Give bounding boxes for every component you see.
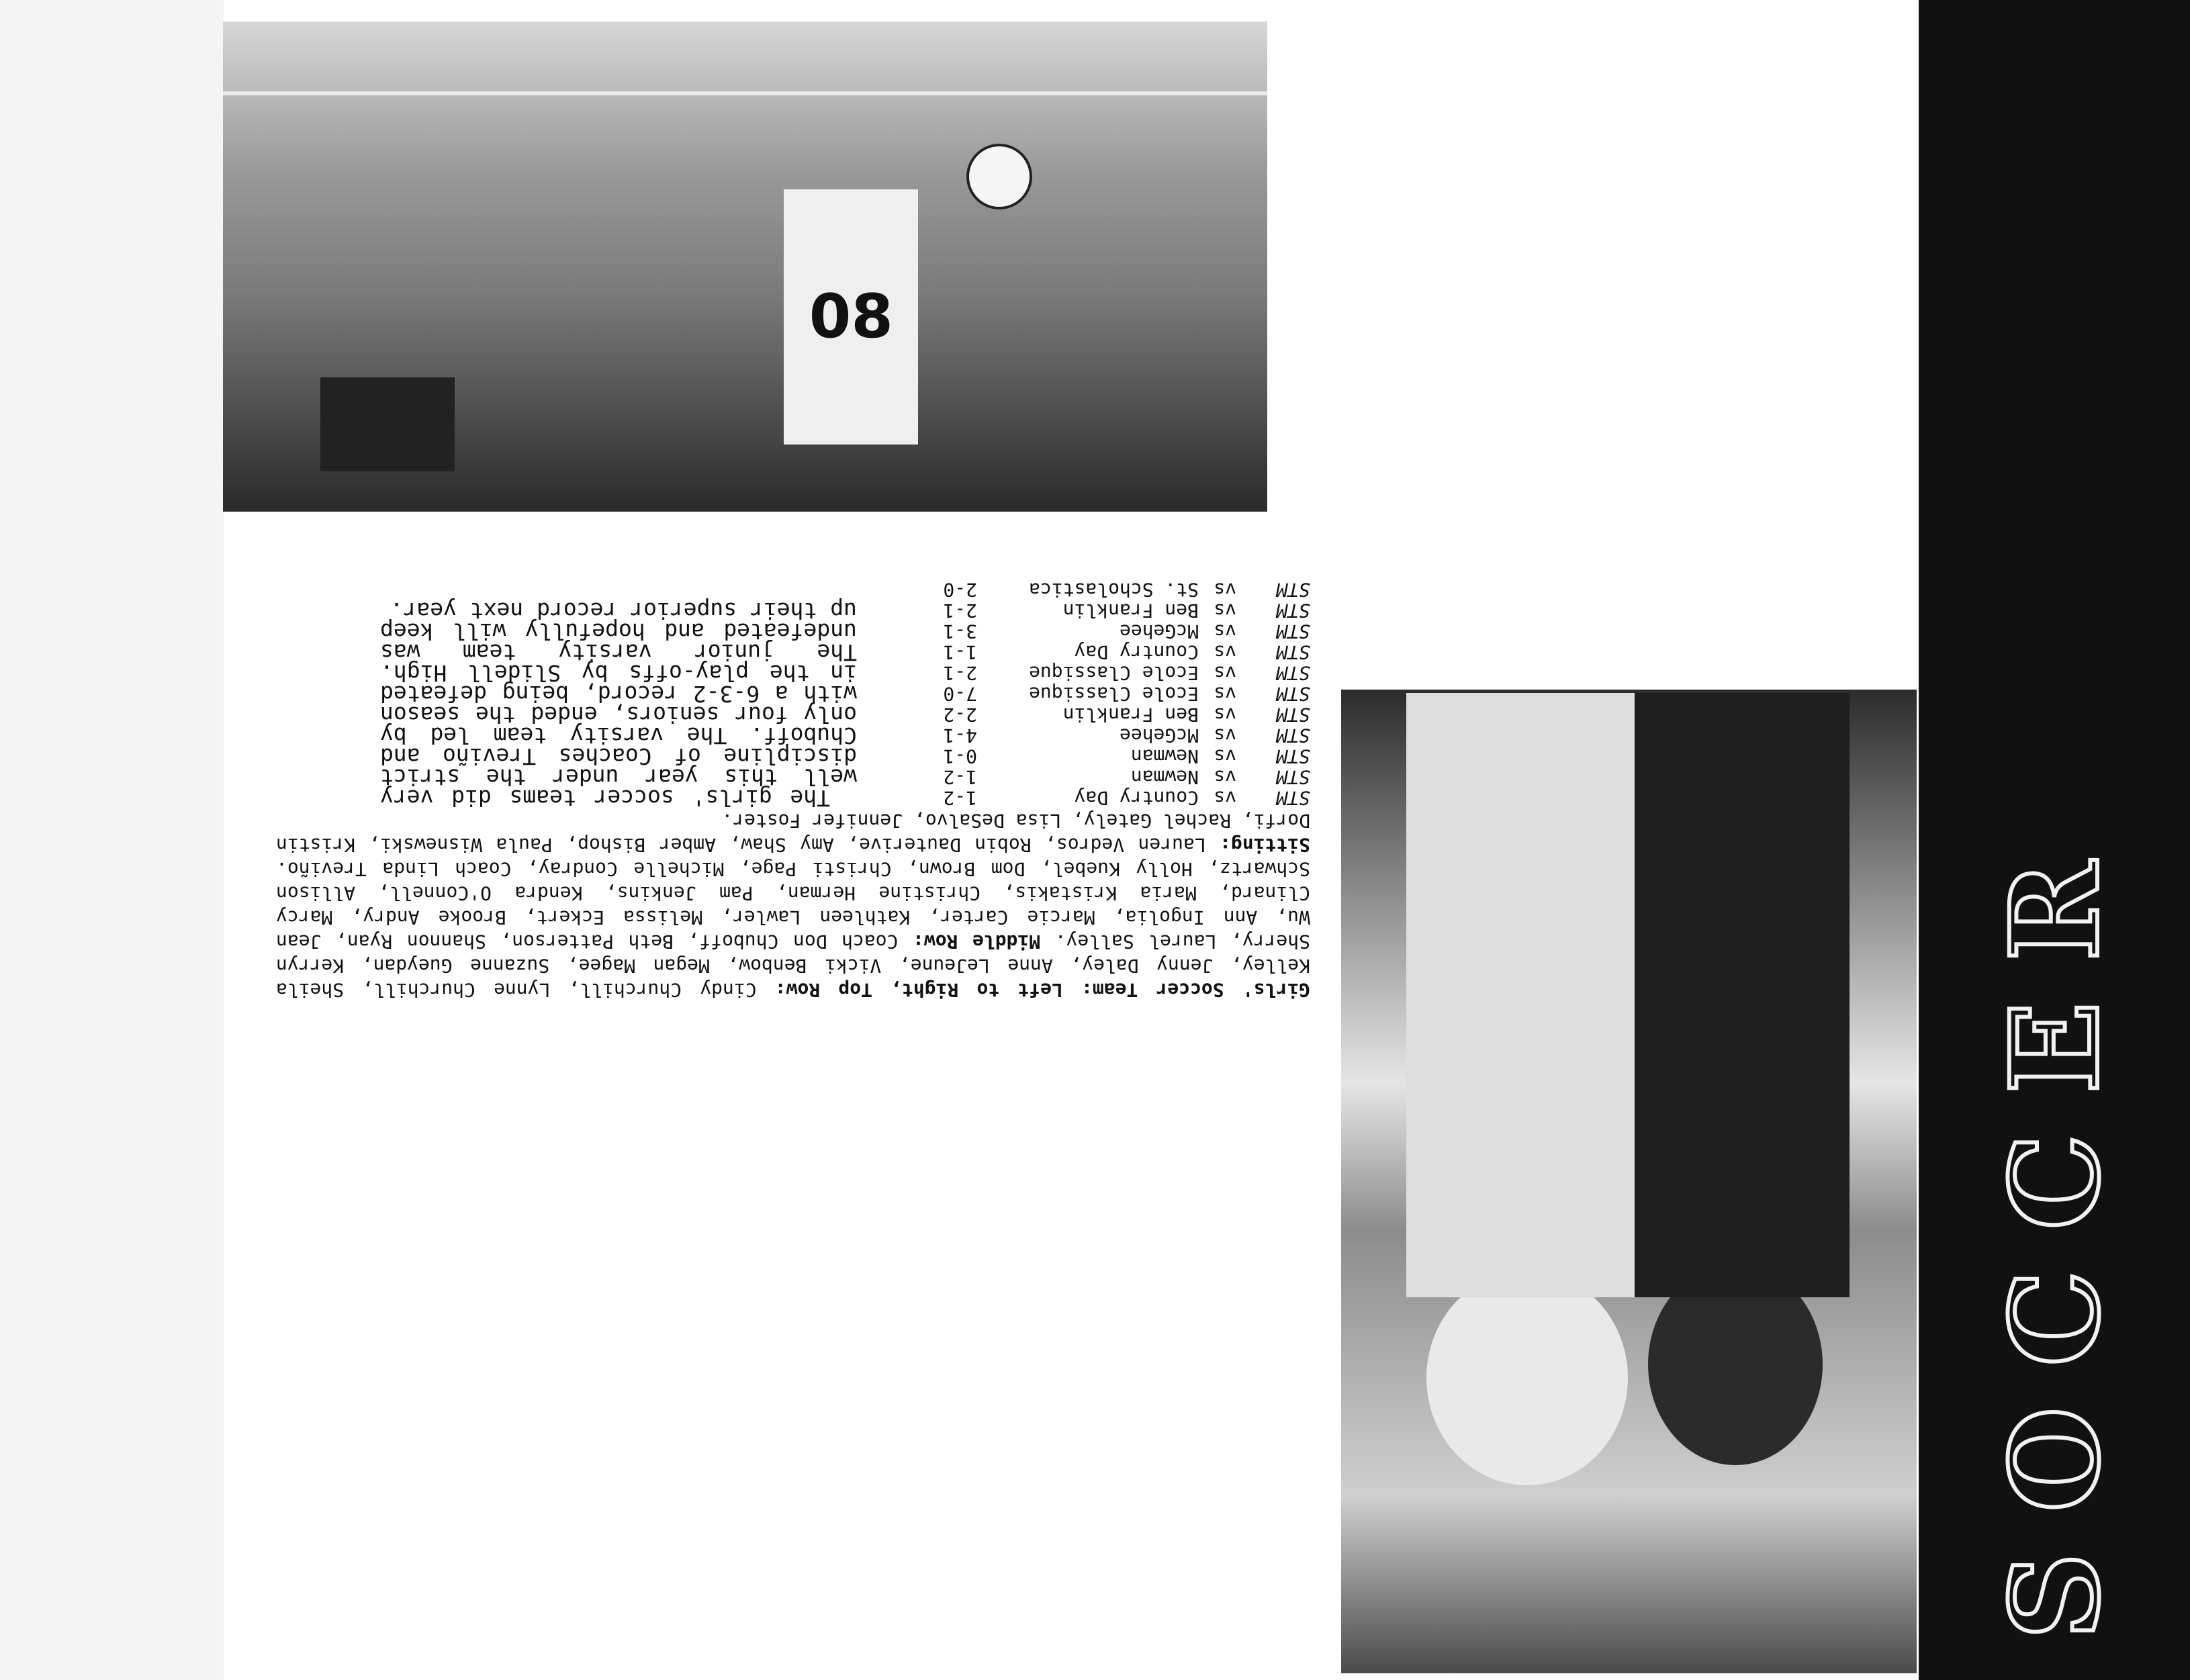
caption-top-row: Cindy Churchill, Lynne Churchill, Sheila Kelley, Jenny Daley, Anne LeJeune, Vicki Benbow, Megan Magee, Suzanne Gueydan, Kerryn Sherry, Laurel Salley.	[276, 931, 1310, 1001]
page-margin	[0, 0, 224, 1680]
schedule-vs: vs	[1214, 620, 1236, 643]
schedule-row	[874, 704, 1310, 725]
article-text: The girls' soccer teams did very well this year under the strict discipline of Coaches Treviño and Chuboff. The varsity team led by only four seniors, ended the season with a 6-3-2 record, being defeated in the play-offs by Slidell High. The junior varsity team was undefeated and hopefully will keep up their superior record next year.	[380, 598, 857, 811]
schedule-row	[874, 642, 1310, 663]
schedule-team: STM	[1276, 683, 1310, 705]
schedule-score: 4-1	[943, 725, 977, 747]
schedule-score: 7-0	[943, 683, 977, 705]
schedule-opponent: St. Scholastica	[1029, 579, 1199, 601]
schedule-opponent: Newman	[1130, 766, 1199, 788]
schedule-vs: vs	[1214, 579, 1236, 601]
schedule-team: STM	[1276, 641, 1310, 663]
schedule-vs: vs	[1214, 662, 1236, 684]
schedule-team: STM	[1276, 704, 1310, 726]
schedule-team: STM	[1276, 787, 1310, 809]
schedule-row	[874, 746, 1310, 767]
schedule-opponent: McGehee	[1119, 725, 1199, 747]
coach-figure-right	[1426, 1270, 1628, 1485]
schedule-opponent: Ecole Classique	[1029, 662, 1199, 684]
player-jersey	[784, 189, 918, 445]
schedule-opponent: Country Day	[1074, 641, 1199, 663]
caption-middle-row: Coach Don Chuboff, Beth Patterson, Shannon Ryan, Jean Wu, Ann Ingolia, Marcie Carter, Kathleen Lawler, Melissa Eckert, Brooke Andry, Marcy Clinard, Maria Kristakis, Christine Herman, Pam Jenkins, Kendra O'Connell, Allison Schwartz, Holly Kuebel, Dom Brown, Christi Page, Michelle Condray, Coach Linda Treviño.	[276, 858, 1310, 953]
schedule-vs: vs	[1214, 683, 1236, 705]
schedule-score: 0-1	[943, 745, 977, 767]
schedule-row	[874, 600, 1310, 621]
schedule-row	[874, 725, 1310, 746]
coach-body-light	[1406, 693, 1635, 1297]
schedule-score: 1-2	[943, 787, 977, 809]
schedule-row	[874, 684, 1310, 704]
schedule-score: 2-0	[943, 579, 977, 601]
scoreboard	[320, 377, 455, 471]
schedule-score: 1-1	[943, 641, 977, 663]
action-photo	[223, 21, 1267, 512]
schedule-score: 2-1	[943, 662, 977, 684]
schedule-opponent: Ben Franklin	[1062, 600, 1199, 622]
page-title-container	[1968, 633, 2143, 1640]
schedule-team: STM	[1276, 725, 1310, 747]
schedule-score: 2-2	[943, 704, 977, 726]
schedule-row	[874, 663, 1310, 684]
caption-sitting-label: Sitting:	[1220, 834, 1310, 856]
field-line	[223, 91, 1267, 95]
schedule-opponent: Ben Franklin	[1062, 704, 1199, 726]
schedule-row	[874, 788, 1310, 808]
coaches-photo	[1341, 690, 1917, 1673]
schedule-vs: vs	[1214, 725, 1236, 747]
schedule-vs: vs	[1214, 787, 1236, 809]
schedule-row	[874, 579, 1310, 600]
schedule-row	[874, 621, 1310, 642]
schedule-opponent: McGehee	[1119, 620, 1199, 643]
schedule-team: STM	[1276, 745, 1310, 767]
caption-lead: Girls' Soccer Team: Left to Right, Top Row:	[774, 979, 1310, 1001]
schedule-team: STM	[1276, 620, 1310, 643]
schedule-vs: vs	[1214, 745, 1236, 767]
schedule-score: 1-2	[943, 766, 977, 788]
schedule-vs: vs	[1214, 704, 1236, 726]
schedule-team: STM	[1276, 662, 1310, 684]
jersey-number: 08	[809, 281, 893, 353]
schedule-score: 2-1	[943, 600, 977, 622]
schedule-opponent: Ecole Classique	[1029, 683, 1199, 705]
schedule-team: STM	[1276, 579, 1310, 601]
schedule-team: STM	[1276, 766, 1310, 788]
schedule-opponent: Newman	[1130, 745, 1199, 767]
coach-body-dark	[1628, 693, 1850, 1297]
caption-sitting-row: Lauren Vedros, Robin Dauterive, Amy Shaw, Amber Bishop, Paula Wisnewski, Kristin Dorfi, Rachel Gately, Lisa DeSalvo, Jennifer Foster.	[276, 810, 1310, 856]
team-caption	[276, 810, 1310, 1002]
schedule-row	[874, 767, 1310, 788]
schedule-vs: vs	[1214, 600, 1236, 622]
schedule-vs: vs	[1214, 766, 1236, 788]
schedule-team: STM	[1276, 600, 1310, 622]
schedule-vs: vs	[1214, 641, 1236, 663]
soccer-ball	[966, 144, 1032, 209]
schedule-table	[874, 493, 1310, 808]
caption-middle-label: Middle Row:	[912, 931, 1055, 953]
schedule-score: 3-1	[943, 620, 977, 643]
page-title: SOCCER	[1984, 820, 2126, 1640]
schedule-opponent: Country Day	[1074, 787, 1199, 809]
